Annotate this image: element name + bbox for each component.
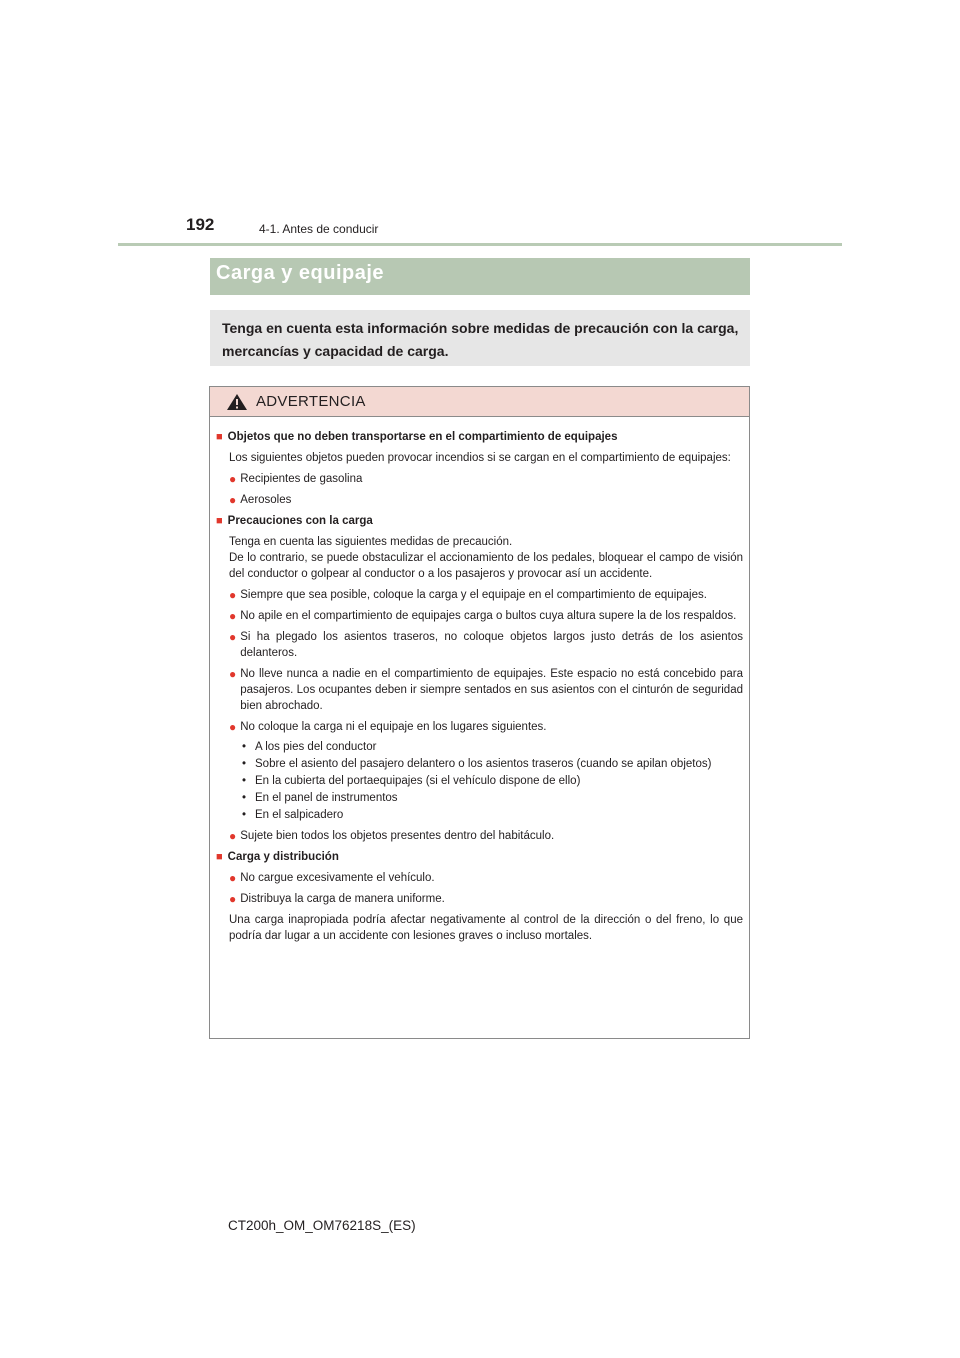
list-item bbox=[229, 608, 743, 624]
heading-text: Carga y distribución bbox=[227, 851, 339, 863]
section-heading bbox=[216, 849, 743, 865]
list-item-text: No apile en el compartimiento de equipajes carga o bultos cuya altura supere la de los respaldos. bbox=[240, 610, 737, 622]
circle-bullet-icon: ● bbox=[229, 667, 237, 681]
list-item bbox=[229, 492, 743, 508]
list-item-text: Si ha plegado los asientos traseros, no coloque objetos largos justo detrás de los asientos delanteros. bbox=[240, 631, 743, 659]
sub-item-text: En la cubierta del portaequipajes (si el vehículo dispone de ello) bbox=[255, 775, 581, 787]
square-bullet-icon: ■ bbox=[216, 431, 223, 443]
sub-item-text: En el panel de instrumentos bbox=[255, 792, 398, 804]
warning-title: ADVERTENCIA bbox=[256, 393, 366, 410]
warning-header bbox=[210, 387, 749, 417]
sub-item-text: A los pies del conductor bbox=[255, 741, 377, 753]
circle-bullet-icon: ● bbox=[229, 493, 237, 507]
paragraph: Una carga inapropiada podría afectar negativamente al control de la dirección o del freno, lo que podría dar lugar a un accidente con lesiones graves o incluso mortales. bbox=[229, 914, 743, 942]
circle-bullet-icon: ● bbox=[229, 720, 237, 734]
list-item bbox=[229, 719, 743, 735]
paragraph: Los siguientes objetos pueden provocar incendios si se cargan en el compartimiento de equipajes: bbox=[229, 452, 731, 464]
list-item-text: No lleve nunca a nadie en el compartimiento de equipajes. Este espacio no está concebido para pasajeros. Los ocupantes deben ir siempre sentados en sus asientos con el cinturón de seguridad bien abrochado. bbox=[240, 668, 743, 712]
heading-text: Objetos que no deben transportarse en el compartimiento de equipajes bbox=[227, 431, 618, 443]
square-bullet-icon: ■ bbox=[216, 851, 223, 863]
list-item bbox=[229, 828, 743, 844]
sub-item-text: Sobre el asiento del pasajero delantero o los asientos traseros (cuando se apilan objetos) bbox=[255, 758, 712, 770]
sub-list bbox=[242, 739, 743, 823]
footer-code: CT200h_OM_OM76218S_(ES) bbox=[228, 1218, 416, 1233]
list-item-text: Siempre que sea posible, coloque la carga y el equipaje en el compartimiento de equipajes. bbox=[240, 589, 707, 601]
sub-list-item: • A los pies del conductor bbox=[242, 741, 377, 753]
list-item bbox=[229, 471, 743, 487]
intro-box: Tenga en cuenta esta información sobre medidas de precaución con la carga, mercancías y capacidad de carga. bbox=[210, 310, 750, 366]
list-item bbox=[229, 870, 743, 886]
section-label: 4-1. Antes de conducir bbox=[259, 222, 379, 236]
list-item-text: Aerosoles bbox=[240, 494, 292, 506]
warning-box bbox=[209, 386, 750, 1039]
warning-triangle-icon bbox=[226, 393, 248, 411]
paragraph-line: Tenga en cuenta las siguientes medidas de precaución. bbox=[229, 536, 513, 548]
paragraph bbox=[229, 534, 743, 582]
paragraph-line: De lo contrario, se puede obstaculizar el accionamiento de los pedales, bloquear el campo de visión del conductor o golpear al conductor o a los pasajeros y provocar así un accidente. bbox=[229, 552, 743, 580]
circle-bullet-icon: ● bbox=[229, 588, 237, 602]
circle-bullet-icon: ● bbox=[229, 609, 237, 623]
header-rule bbox=[118, 243, 842, 246]
section-heading bbox=[216, 429, 743, 445]
circle-bullet-icon: ● bbox=[229, 829, 237, 843]
list-item-text: Recipientes de gasolina bbox=[240, 473, 363, 485]
warning-body bbox=[210, 417, 749, 944]
heading-text: Precauciones con la carga bbox=[227, 515, 373, 527]
circle-bullet-icon: ● bbox=[229, 892, 237, 906]
sub-list-item: • En la cubierta del portaequipajes (si el vehículo dispone de ello) bbox=[242, 775, 581, 787]
list-item-text: No cargue excesivamente el vehículo. bbox=[240, 872, 435, 884]
title-bar bbox=[210, 258, 750, 295]
sub-list-item: • En el panel de instrumentos bbox=[242, 792, 398, 804]
page-number: 192 bbox=[186, 215, 215, 234]
list-item-text: Distribuya la carga de manera uniforme. bbox=[240, 893, 445, 905]
sub-item-text: En el salpicadero bbox=[255, 809, 344, 821]
list-item bbox=[229, 587, 743, 603]
circle-bullet-icon: ● bbox=[229, 472, 237, 486]
list-item bbox=[229, 629, 743, 661]
circle-bullet-icon: ● bbox=[229, 871, 237, 885]
sub-list-item: • Sobre el asiento del pasajero delantero o los asientos traseros (cuando se apilan objetos) bbox=[242, 758, 712, 770]
page-title: Carga y equipaje bbox=[216, 262, 385, 284]
section-heading bbox=[216, 513, 743, 529]
list-item bbox=[229, 891, 743, 907]
list-item-text: No coloque la carga ni el equipaje en los lugares siguientes. bbox=[240, 721, 547, 733]
list-item bbox=[229, 666, 743, 714]
list-item-text: Sujete bien todos los objetos presentes dentro del habitáculo. bbox=[240, 830, 555, 842]
circle-bullet-icon: ● bbox=[229, 630, 237, 644]
square-bullet-icon: ■ bbox=[216, 515, 223, 527]
sub-list-item: • En el salpicadero bbox=[242, 809, 344, 821]
